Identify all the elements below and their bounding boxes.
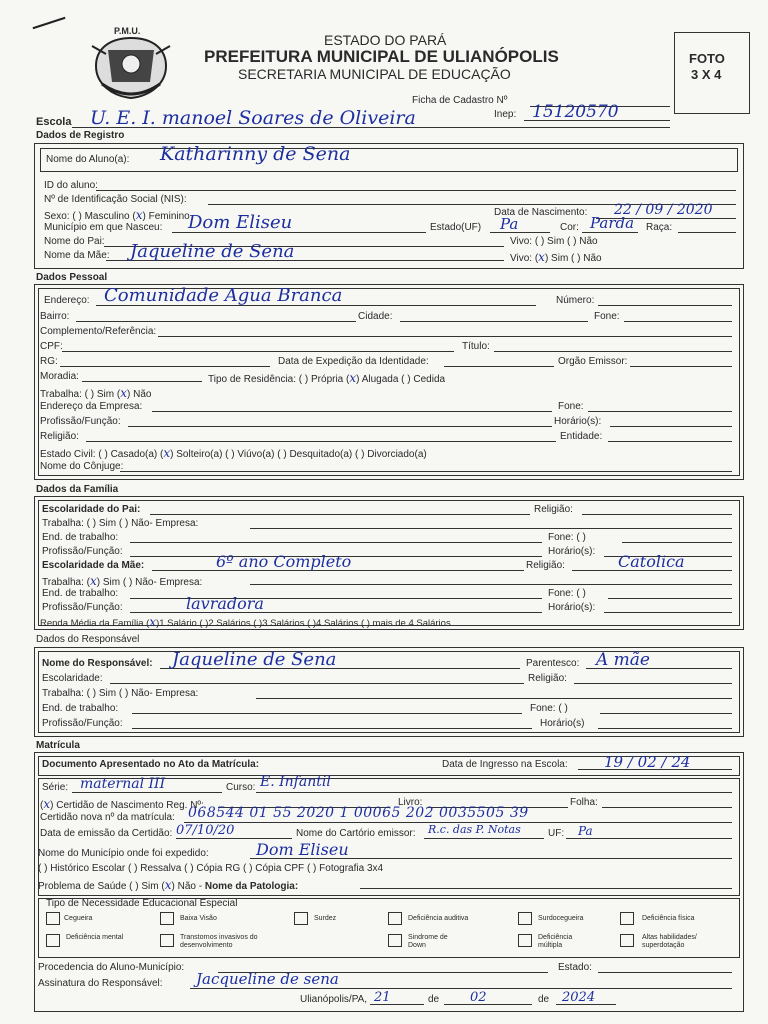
secretaria-title: SECRETARIA MUNICIPAL DE EDUCAÇÃO [238,66,511,82]
nee-def-mental-label: Deficiência mental [66,934,124,941]
data-ano: 2024 [562,990,596,1005]
saude-options [38,878,298,892]
profissao-mae: Profissão/Função: [42,602,123,613]
estado-uf-label: Estado(UF) [430,222,482,233]
section-familia-title: Dados da Família [36,484,119,495]
municipio-value: Dom Eliseu [188,212,293,233]
sexo-mark: x [135,208,143,222]
ficha-label: Ficha de Cadastro Nº [412,95,508,106]
nome-aluno-value: Katharinny de Sena [160,143,351,165]
municipal-logo [88,24,174,106]
prefeitura-title: PREFEITURA MUNICIPAL DE ULIANÓPOLIS [204,47,559,66]
ingresso-label: Data de Ingresso na Escola: [442,759,568,770]
end-trabalho-mae: End. de trabalho: [42,588,119,599]
residencia-options [208,371,445,385]
certidao-nova-label: Certidão nova nº da matrícula: [40,812,175,823]
cpf-label: CPF: [40,341,63,352]
nee-down-label: Sindrome de Down [408,934,448,949]
escola-label: Escola [36,116,72,128]
expedicao-label: Data de Expedição da Identidade: [278,356,429,367]
civil-rest: ) Solteiro(a) ( ) Viúvo(a) ( ) Desquitado(a) ( ) Divorciado(a) [170,449,427,460]
certidao-text: ( [40,800,44,811]
saude-mark: x [164,878,172,892]
nee-surdez-label: Surdez [314,915,337,922]
sexo-feminino: ) Feminino [142,211,190,222]
raca-label: Raça: [646,222,673,233]
cidade-label: Cidade: [358,311,393,322]
residencia-rest: ) Alugada ( ) Cedida [356,374,446,385]
local-label: Ulianópolis/PA, [300,994,368,1005]
certidao-nascimento [40,797,204,811]
profissao-mae-value: lavradora [186,594,264,613]
id-aluno-label: ID do aluno: [44,180,98,191]
data-mes: 02 [470,990,487,1005]
trabalha-mae [42,574,202,588]
nascimento-label: Data de Nascimento: [494,207,588,218]
uf-value: Pa [578,824,593,838]
complemento-label: Complemento/Referência: [40,326,157,337]
emissao-value: 07/10/20 [176,823,235,838]
moradia-label: Moradia: [40,371,79,382]
nome-aluno-box [40,148,738,172]
endereco-label: Endereço: [44,295,90,306]
trabalha-mark: x [120,386,127,400]
ingresso-value: 19 / 02 / 24 [604,753,691,771]
certidao-nova-value: 068544 01 55 2020 1 00065 202 0035505 39 [188,805,529,821]
trab-mae-rest: ) Sim ( ) Não- Empresa: [96,577,203,588]
orgao-label: Orgão Emissor: [558,356,628,367]
serie-value: maternal III [80,776,166,792]
municipio-expedido-value: Dom Eliseu [256,840,349,859]
horario-label: Horário(s): [554,416,602,427]
procedencia-label: Procedencia do Aluno-Município: [38,962,185,973]
residencia-mark: x [349,371,357,385]
section-responsavel-title: Dados do Responsável [36,634,140,645]
end-trabalho-pai: End. de trabalho: [42,532,119,543]
curso-label: Curso: [226,782,256,793]
trab-mae-text: Trabalha: ( [42,577,90,588]
renda-options [40,615,451,629]
nee-cegueira-checkbox[interactable] [46,912,60,925]
responsavel-nome-label: Nome do Responsável: [42,658,153,669]
nee-transtornos-checkbox[interactable] [160,934,174,947]
trabalha-text: Trabalha: ( ) Sim ( [40,389,121,400]
mae-vivo-rest: ) Sim ( ) Não [544,253,602,264]
fone-mae: Fone: ( ) [548,588,586,599]
emissao-label: Data de emissão da Certidão: [40,828,173,839]
photo-box [674,32,750,114]
saude-rest: ) Não - [171,881,205,892]
serie-label: Série: [42,782,69,793]
nee-def-multipla-label: Deficiência múltipla [538,934,573,949]
nee-def-multipla-checkbox[interactable] [518,934,532,947]
renda-text: Renda Média da Família ( [40,618,150,629]
end-empresa-label: Endereço da Empresa: [40,401,143,412]
logo-text: P.M.U. [114,26,141,36]
pen-stroke [33,17,66,29]
responsavel-fone: Fone: ( ) [530,703,568,714]
religiao-mae-label: Religião: [526,560,565,571]
procedencia-estado-label: Estado: [558,962,592,973]
mae-vivo-text: Vivo: ( [510,253,539,264]
nee-altas-habilidades-checkbox[interactable] [620,934,634,947]
section-matricula-title: Matrícula [36,740,80,751]
horario-mae: Horário(s): [548,602,596,613]
entidade-label: Entidade: [560,431,603,442]
documentos-options: ( ) Histórico Escolar ( ) Ressalva ( ) Cópia RG ( ) Cópia CPF ( ) Fotografia 3x4 [38,863,384,874]
nome-aluno-label: Nome do Aluno(a): [46,154,130,165]
de-1: de [428,994,440,1005]
numero-label: Número: [556,295,595,306]
section-pessoal-title: Dados Pessoal [36,272,108,283]
religiao-pai-label: Religião: [534,504,573,515]
religiao-label: Religião: [40,431,79,442]
nee-def-mental-checkbox[interactable] [46,934,60,947]
endereco-value: Comunidade Agua Branca [104,285,343,306]
profissao-label: Profissão/Função: [40,416,121,427]
fone-empresa-label: Fone: [558,401,584,412]
religiao-mae-value: Catolica [618,552,685,571]
nee-cegueira-label: Cegueira [64,915,93,922]
civil-mark: x [163,446,171,460]
renda-rest: )1 Salário ( )2 Salários ( )3 Salários ( )4 Salários ( ) mais de 4 Salários [156,618,451,629]
patologia-label: Nome da Patologia: [204,881,299,892]
folha-label: Folha: [570,797,598,808]
trabalha-options [40,386,151,400]
trabalha-pai: Trabalha: ( ) Sim ( ) Não- Empresa: [42,518,199,529]
responsavel-trabalha: Trabalha: ( ) Sim ( ) Não- Empresa: [42,688,199,699]
uf-label: UF: [548,828,565,839]
responsavel-escolaridade: Escolaridade: [42,673,103,684]
certidao-rest: ) Certidão de Nascimento Reg. Nº: [50,800,204,811]
estado-uf-value: Pa [500,215,519,233]
mae-label: Nome da Mãe: [44,250,110,261]
titulo-label: Título: [462,341,490,352]
nee-def-fisica-label: Deficiência física [642,915,695,922]
esc-mae-label: Escolaridade da Mãe: [42,560,145,571]
nis-label: Nº de Identificação Social (NIS): [44,194,187,205]
rg-label: RG: [40,356,58,367]
nee-def-auditiva-checkbox[interactable] [388,912,402,925]
nee-def-fisica-checkbox[interactable] [620,912,634,925]
mae-vivo-mark: x [538,250,545,264]
horario-pai: Horário(s): [548,546,596,557]
parentesco-label: Parentesco: [526,658,580,669]
doc-apresentado-label: Documento Apresentado no Ato da Matrícula: [42,759,260,770]
nee-title: Tipo de Necessidade Educacional Especial [46,898,238,909]
nee-baixa-visao-label: Baixa Visão [180,915,217,922]
responsavel-profissao: Profissão/Função: [42,718,123,729]
nee-baixa-visao-checkbox[interactable] [160,912,174,925]
nee-altas-habilidades-label: Altas habilidades/ superdotação [642,934,697,949]
responsavel-nome-value: Jaqueline de Sena [172,649,337,670]
esc-mae-value: 6º ano Completo [216,552,352,571]
photo-size-label: 3 X 4 [691,67,722,82]
parentesco-value: A mãe [596,650,650,670]
civil-text: Estado Civil: ( ) Casado(a) ( [40,449,164,460]
nee-transtornos-label: Transtornos invasivos do desenvolvimento [180,934,258,949]
state-title: ESTADO DO PARÁ [324,32,447,48]
section-registro-title: Dados de Registro [36,130,125,141]
nee-down-checkbox[interactable] [388,934,402,947]
nee-surdez-checkbox[interactable] [294,912,308,925]
inep-label: Inep: [494,109,517,120]
assinatura-label: Assinatura do Responsável: [38,978,163,989]
trabalha-rest: ) Não [126,389,152,400]
pai-label: Nome do Pai: [44,236,105,247]
municipio-expedido-label: Nome do Município onde foi expedido: [38,848,209,859]
pai-vivo: Vivo: ( ) Sim ( ) Não [510,236,598,247]
municipio-label: Município em que Nasceu: [44,222,163,233]
cor-label: Cor: [560,222,579,233]
cor-value: Parda [590,214,635,232]
cartorio-label: Nome do Cartório emissor: [296,828,416,839]
de-2: de [538,994,550,1005]
nee-surdocegueira-label: Surdocegueira [538,915,584,922]
profissao-pai: Profissão/Função: [42,546,123,557]
certidao-mark: x [43,797,51,811]
responsavel-end-trabalho: End. de trabalho: [42,703,119,714]
assinatura-value: Jacqueline de sena [196,970,339,988]
nascimento-value: 22 / 09 / 2020 [614,202,713,218]
sexo-label [44,208,190,222]
fone-label: Fone: [594,311,620,322]
photo-label: FOTO [689,51,725,66]
conjuge-label: Nome do Cônjuge: [40,461,124,472]
trab-mae-mark: x [89,574,97,588]
saude-text: Problema de Saúde ( ) Sim ( [38,881,165,892]
mae-vivo [510,250,602,264]
renda-mark: x [149,615,157,629]
cartorio-value: R.c. das P. Notas [428,823,521,836]
bairro-label: Bairro: [40,311,70,322]
curso-value: E. Infantil [260,774,331,790]
escola-value: U. E. I. manoel Soares de Oliveira [90,107,416,129]
fone-pai: Fone: ( ) [548,532,586,543]
livro-label: Livro: [398,797,423,808]
nee-surdocegueira-checkbox[interactable] [518,912,532,925]
responsavel-religiao: Religião: [528,673,567,684]
residencia-text: Tipo de Residência: ( ) Própria ( [208,374,350,385]
mae-value: Jaqueline de Sena [130,241,295,262]
responsavel-horario: Horário(s) [540,718,585,729]
data-dia: 21 [374,990,391,1005]
estado-civil-options [40,446,427,460]
sexo-text: Sexo: ( ) Masculino ( [44,211,136,222]
nee-def-auditiva-label: Deficiência auditiva [408,915,469,922]
esc-pai-label: Escolaridade do Pai: [42,504,141,515]
inep-value: 15120570 [532,102,619,122]
